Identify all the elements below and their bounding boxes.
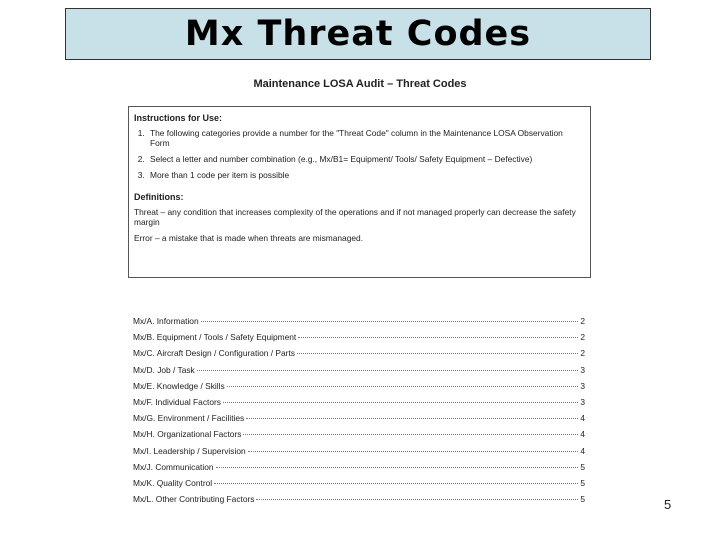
toc-row[interactable] [133,494,585,510]
document-heading: Maintenance LOSA Audit – Threat Codes [253,78,467,90]
toc-leader [227,386,579,387]
toc-label: Mx/A. Information [133,316,199,326]
instructions-box [128,106,591,278]
toc-row[interactable] [133,429,585,445]
toc-leader [223,402,578,403]
toc-page: 4 [580,445,585,456]
toc-label: Mx/E. Knowledge / Skills [133,380,225,391]
toc-leader [297,353,578,354]
toc-leader [214,483,578,484]
instruction-item: 1. The following categories provide a number for the "Threat Code" column in the Maintenance LOSA Observation Form [147,128,584,148]
toc-row[interactable] [133,381,585,397]
definitions-heading: Definitions: [134,192,184,202]
instruction-item: 3. More than 1 code per item is possible [147,170,584,180]
toc-leader [243,434,578,435]
toc-leader [298,337,578,338]
toc-row[interactable] [133,478,585,494]
toc-row[interactable] [133,413,585,429]
slide-title: Mx Threat Codes [184,14,532,54]
toc-page: 3 [580,380,585,391]
toc-label: Mx/L. Other Contributing Factors [133,494,255,505]
toc-label: Mx/F. Individual Factors [133,396,221,407]
toc-leader [216,467,579,468]
toc-leader [201,321,579,322]
toc-row[interactable] [133,365,585,381]
table-of-contents [133,316,585,510]
toc-row[interactable] [133,316,585,332]
slide-page-number: 5 [664,497,672,512]
toc-page: 3 [580,364,585,375]
toc-page: 5 [580,494,585,505]
toc-page: 5 [580,477,585,488]
toc-label: Mx/H. Organizational Factors [133,429,242,440]
toc-row[interactable] [133,446,585,462]
instruction-item: 2. Select a letter and number combination (e.g., Mx/B1= Equipment/ Tools/ Safety Equipment – Defective) [147,154,584,164]
instructions-list [134,128,584,180]
toc-label: Mx/I. Leadership / Supervision [133,445,246,456]
toc-page: 4 [580,429,585,440]
toc-row[interactable] [133,397,585,413]
toc-row[interactable] [133,348,585,364]
toc-row[interactable] [133,462,585,478]
toc-page: 2 [580,348,585,359]
toc-leader [256,499,578,500]
toc-page: 3 [580,396,585,407]
toc-label: Mx/B. Equipment / Tools / Safety Equipment [133,332,297,343]
toc-leader [246,418,578,419]
toc-page: 4 [580,413,585,424]
toc-leader [197,370,579,371]
slide-title-box [65,8,651,60]
toc-page: 2 [580,332,585,343]
instructions-heading: Instructions for Use: [134,113,223,123]
toc-label: Mx/K. Quality Control [133,477,213,488]
toc-label: Mx/D. Job / Task [133,364,195,375]
definition-threat: Threat – any condition that increases complexity of the operations and if not managed properly can decrease the safety margin [134,207,576,227]
toc-label: Mx/J. Communication [133,461,214,472]
toc-page: 2 [580,316,585,326]
toc-label: Mx/C. Aircraft Design / Configuration / Parts [133,348,295,359]
toc-row[interactable] [133,332,585,348]
toc-page: 5 [580,461,585,472]
definition-error: Error – a mistake that is made when threats are mismanaged. [134,233,364,243]
toc-label: Mx/G. Environment / Facilities [133,413,245,424]
toc-leader [248,451,579,452]
